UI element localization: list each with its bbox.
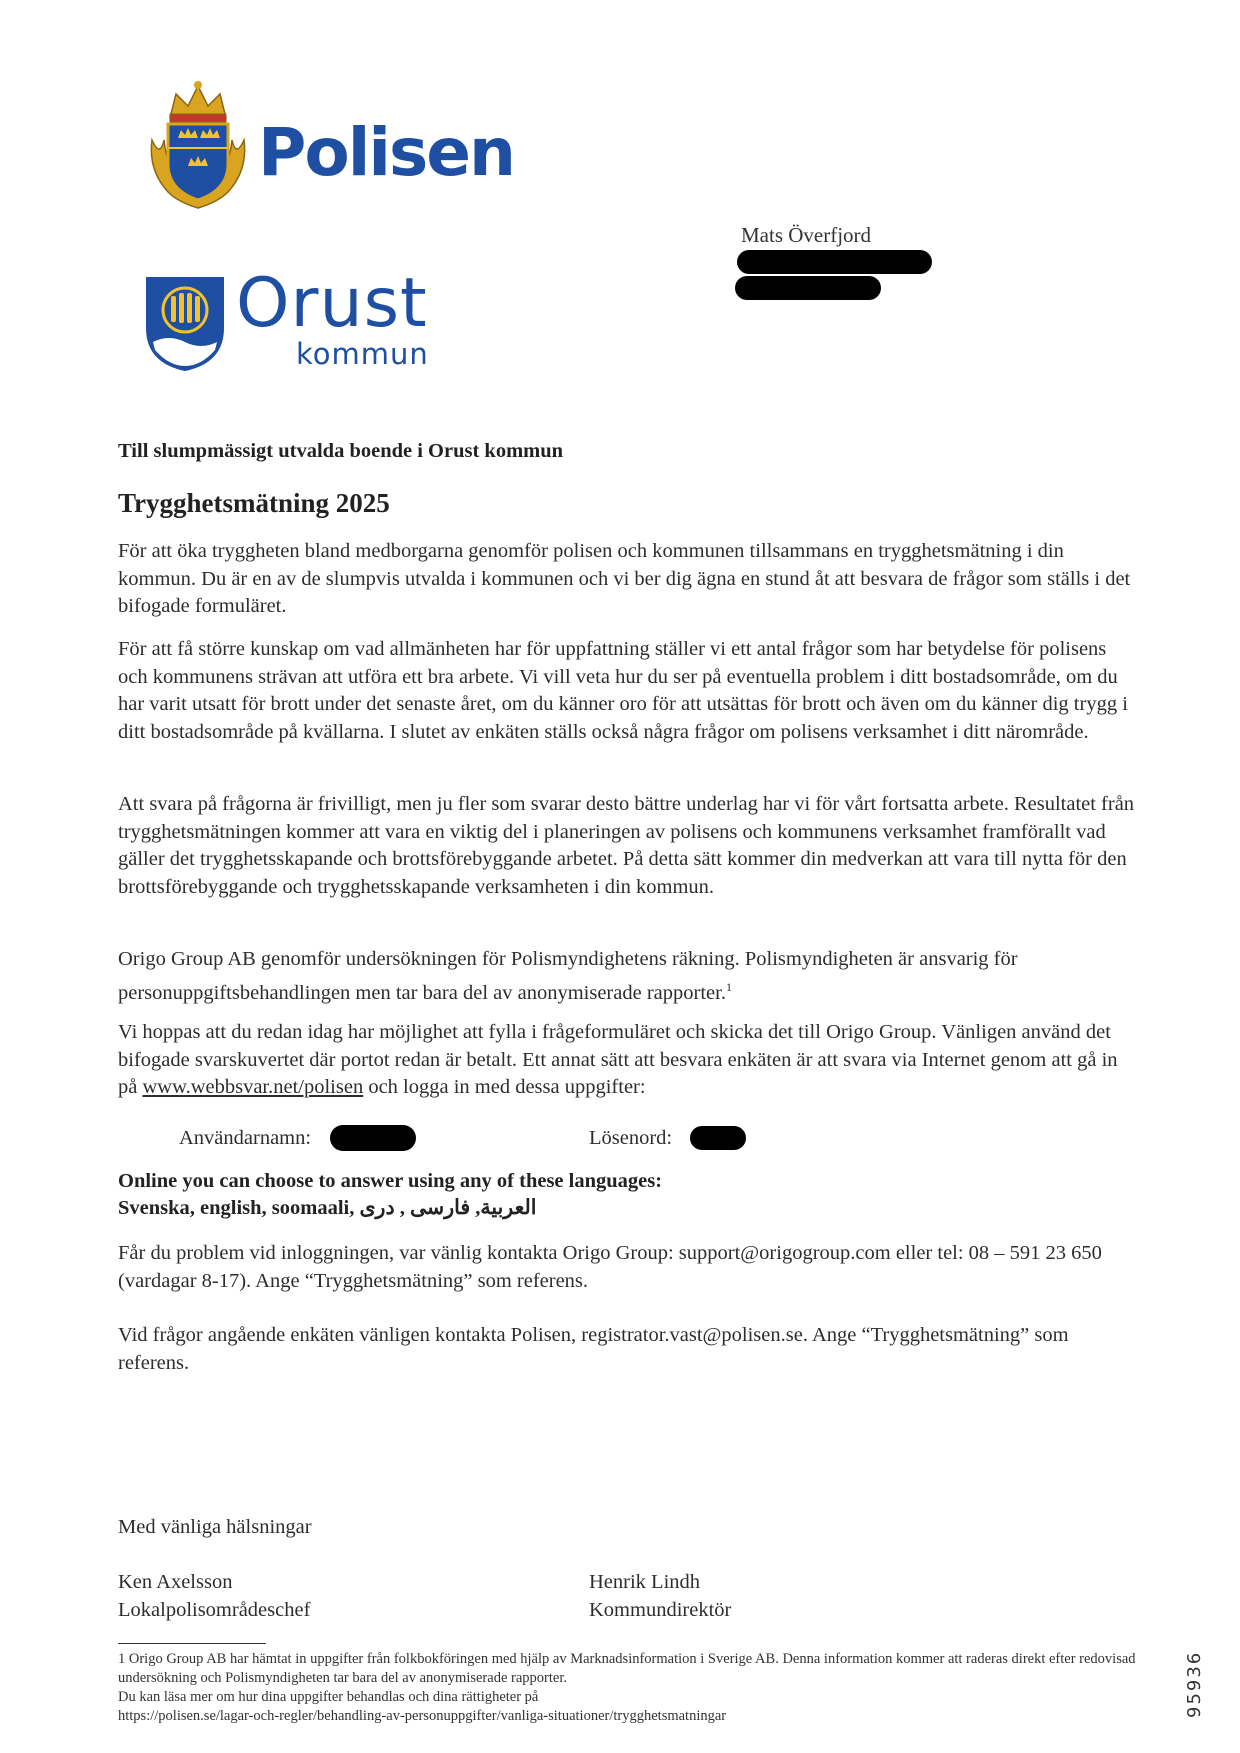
closing-greeting: Med vänliga hälsningar	[118, 1516, 312, 1538]
footnote-divider	[118, 1643, 266, 1644]
redacted-address-line-1	[737, 250, 932, 274]
footnote	[118, 1650, 1148, 1726]
footnote-mark: 1	[725, 979, 732, 994]
recipient-name: Mats Överfjord	[741, 223, 872, 247]
paragraph-origo	[118, 946, 1138, 1007]
password-label: Lösenord:	[589, 1127, 673, 1149]
language-options-heading: Online you can choose to answer using any of these languages:	[118, 1170, 663, 1192]
paragraph-contact: Vid frågor angående enkäten vänligen kontakta Polisen, registrator.vast@polisen.se. Ange “Trygghetsmätning” som referens.	[118, 1324, 1069, 1374]
paragraph-intro: För att öka tryggheten bland medborgarna genomför polisen och kommunen tillsammans en trygghetsmätning i din kommun. Du är en av de slumpvis utvalda i kommunen och vi ber dig ägna en stund åt att besvara de frågor som ställs i det bifogade formuläret.	[118, 540, 1131, 617]
footnote-text: 1 Origo Group AB har hämtat in uppgifter från folkbokföringen med hjälp av Marknadsinformation i Sverige AB. Denna information kommer att raderas direkt efter redovisad undersökning och Polismyndigheten tar bara del av anonymiserade rapporter.	[118, 1651, 1136, 1686]
orust-logo-text: Orust	[236, 264, 428, 343]
survey-link[interactable]: www.webbsvar.net/polisen	[142, 1076, 364, 1098]
paragraph-online-end: och logga in med dessa uppgifter:	[363, 1076, 646, 1098]
orust-emblem	[145, 276, 225, 372]
redacted-password	[690, 1126, 746, 1150]
polisen-emblem	[148, 80, 248, 212]
paragraph-support: Får du problem vid inloggningen, var vänlig kontakta Origo Group: support@origogroup.com eller tel: 08 – 591 23 650 (vardagar 8-17). Ange “Trygghetsmätning” som referens.	[118, 1242, 1102, 1292]
paragraph-purpose: För att få större kunskap om vad allmänheten har för uppfattning ställer vi ett antal frågor som har betydelse för polisens och kommunens strävan att utföra ett bra arbete. Vi vill veta hur du ser på eventuella problem i ditt bostadsområde, om du har varit utsatt för brott under det senaste året, om du känner oro för att utsättas för brott och även om du känner dig trygg i ditt bostadsområde på kvällarna. I slutet av enkäten ställs också några frågor om polisens verksamhet i ditt närområde.	[118, 638, 1128, 743]
signature-police-title: Lokalpolisområdeschef	[118, 1599, 311, 1621]
recipient-group-heading: Till slumpmässigt utvalda boende i Orust kommun	[118, 440, 564, 462]
letter-title: Trygghetsmätning 2025	[118, 488, 390, 518]
redacted-username	[330, 1125, 416, 1151]
paragraph-online-start: Vi hoppas att du redan idag har möjlighet att fylla i frågeformuläret och skicka det till Origo Group. Vänligen använd det bifogade svarskuvertet där portot redan är betalt. Ett annat sätt att besvara enkäten är att svara via Internet genom att gå in på	[118, 1021, 1118, 1098]
signature-municipality-name: Henrik Lindh	[589, 1571, 701, 1593]
footnote-url: https://polisen.se/lagar-och-regler/behandling-av-personuppgifter/vanliga-situationer/trygghetsmatningar	[118, 1708, 727, 1724]
paragraph-voluntary: Att svara på frågorna är frivilligt, men ju fler som svarar desto bättre underlag har vi för vårt fortsatta arbete. Resultatet från trygghetsmätningen kommer att vara en viktig del i planeringen av polisens och kommunens verksamhet framförallt vad gäller det trygghetsskapande och brottsförebyggande arbetet. På detta sätt kommer din medverkan att vara till nytta för den brottsförebyggande och trygghetsskapande verksamheten i din kommun.	[118, 793, 1135, 898]
language-options	[118, 1168, 662, 1222]
footnote-more-info: Du kan läsa mer om hur dina uppgifter behandlas och dina rättigheter på	[118, 1689, 539, 1705]
signature-municipality	[589, 1568, 731, 1624]
signature-municipality-title: Kommundirektör	[589, 1599, 732, 1621]
paragraph-origo-text: Origo Group AB genomför undersökningen för Polismyndighetens räkning. Polismyndigheten är ansvarig för personuppgiftsbehandlingen men tar bara del av anonymiserade rapporter.	[118, 948, 1018, 1004]
signature-police-name: Ken Axelsson	[118, 1571, 233, 1593]
username-label: Användarnamn:	[179, 1127, 312, 1149]
language-options-list: Svenska, english, soomaali, العربية, فارسی , دری	[118, 1197, 537, 1219]
polisen-logo-text: Polisen	[258, 114, 514, 191]
paragraph-online	[118, 1019, 1138, 1102]
redacted-address-line-2	[735, 276, 881, 300]
signature-police	[118, 1568, 310, 1624]
document-number: 95936	[1184, 1650, 1205, 1718]
kommun-logo-text: kommun	[296, 337, 429, 371]
